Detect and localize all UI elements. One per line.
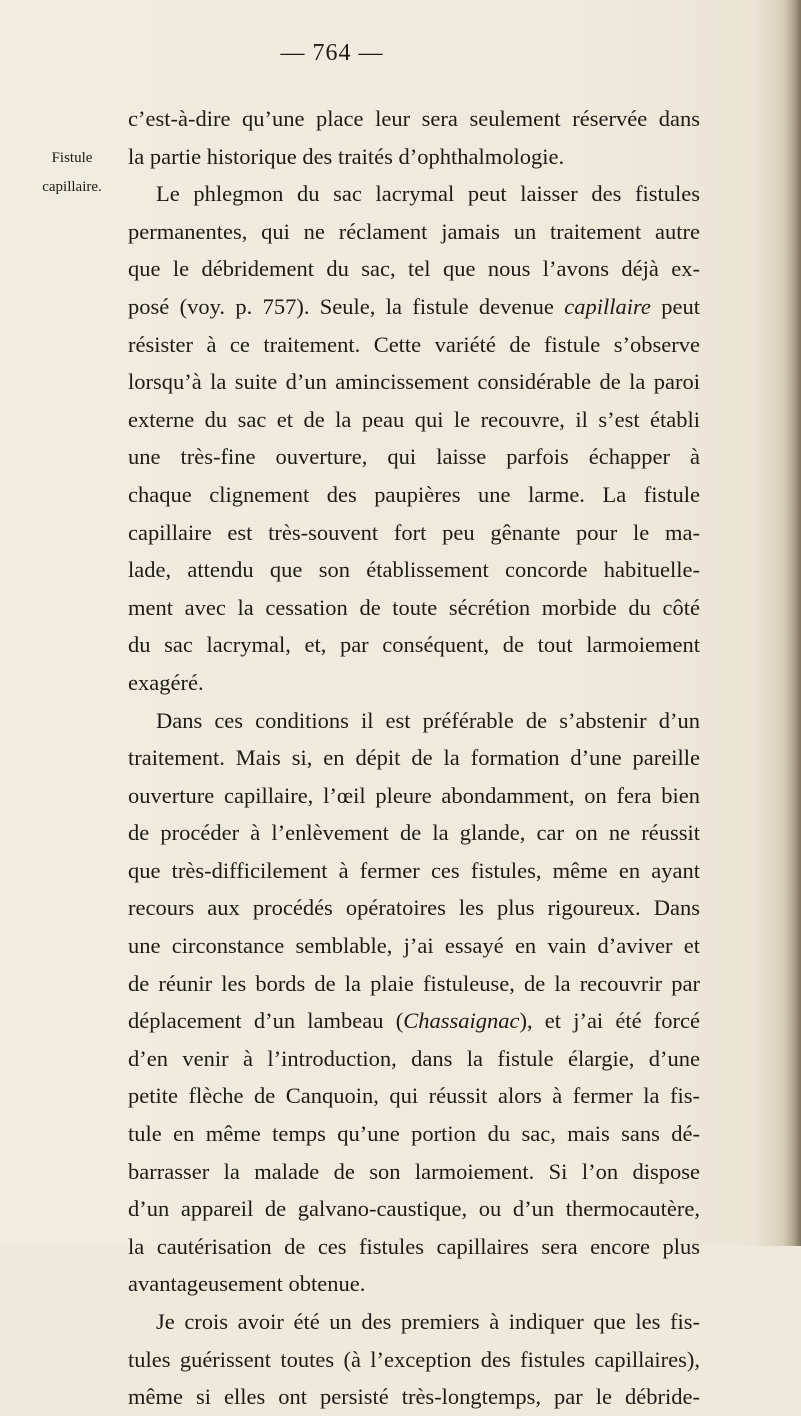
text-line: tules guérissent toutes (à l’exception des fistules capillaires),: [128, 1346, 700, 1372]
text-line: Le phlegmon du sac lacrymal peut laisser des fistules: [156, 181, 700, 207]
margin-note-line-2: capillaire.: [42, 179, 102, 195]
text-line: ment avec la cessation de toute sécrétion morbide du côté: [128, 594, 700, 620]
text-line: une circonstance semblable, j’ai essayé en vain d’aviver et: [128, 933, 700, 959]
text-line: même si elles ont persisté très-longtemps, par le débride-: [128, 1384, 700, 1410]
text-line: du sac lacrymal, et, par conséquent, de tout larmoiement: [128, 632, 700, 658]
italic-term: capillaire: [564, 293, 651, 319]
text-line: petite flèche de Canquoin, qui réussit alors à fermer la fis-: [128, 1083, 700, 1109]
text-line: ouverture capillaire, l’œil pleure abondamment, on fera bien: [128, 782, 700, 808]
text-line: que très-difficilement à fermer ces fistules, même en ayant: [128, 857, 700, 883]
text-run: peut: [650, 293, 700, 319]
text-run: ), et j’ai été forcé: [519, 1008, 700, 1034]
text-line: externe du sac et de la peau qui le recouvre, il s’est établi: [128, 406, 700, 432]
page-edge-shadow: [783, 0, 801, 1246]
margin-note-line-1: Fistule: [51, 150, 93, 166]
text-line: de réunir les bords de la plaie fistuleuse, de la recouvrir par: [128, 970, 700, 996]
text-run: posé (voy. p. 757). Seule, la fistule devenue: [128, 293, 565, 319]
text-line: avantageusement obtenue.: [128, 1271, 366, 1297]
text-line: permanentes, qui ne réclament jamais un traitement autre: [128, 218, 700, 244]
text-line: une très-fine ouverture, qui laisse parfois échapper à: [128, 444, 700, 470]
text-line: recours aux procédés opératoires les plus rigoureux. Dans: [128, 895, 700, 921]
text-line: Dans ces conditions il est préférable de s’abstenir d’un: [156, 707, 700, 733]
text-line: la cautérisation de ces fistules capillaires sera encore plus: [128, 1233, 700, 1259]
text-line: lorsqu’à la suite d’un amincissement considérable de la paroi: [128, 369, 700, 395]
text-line: capillaire est très-souvent fort peu gênante pour le ma-: [128, 519, 700, 545]
text-line: Je crois avoir été un des premiers à indiquer que les fis-: [156, 1309, 700, 1334]
text-line: barrasser la malade de son larmoiement. Si l’on dispose: [128, 1158, 700, 1184]
margin-note: [32, 144, 112, 202]
text-line: [128, 288, 700, 326]
text-line: tule en même temps qu’une portion du sac, mais sans dé-: [128, 1121, 700, 1147]
page-number: — 764 —: [280, 40, 384, 66]
text-line: résister à ce traitement. Cette variété de fistule s’observe: [128, 331, 700, 357]
italic-name: Chassaignac: [403, 1008, 520, 1034]
text-line: de procéder à l’enlèvement de la glande, car on ne réussit: [128, 820, 700, 846]
text-line: la partie historique des traités d’ophthalmologie.: [128, 143, 565, 169]
text-line: d’un appareil de galvano-caustique, ou d’un thermocautère,: [128, 1196, 700, 1222]
text-line: que le débridement du sac, tel que nous l’avons déjà ex-: [128, 256, 700, 282]
text-run: déplacement d’un lambeau (: [128, 1008, 404, 1034]
text-line: lade, attendu que son établissement concorde habituelle-: [128, 557, 700, 583]
text-line: traitement. Mais si, en dépit de la formation d’une pareille: [128, 745, 700, 771]
text-line: chaque clignement des paupières une larme. La fistule: [128, 481, 700, 507]
text-line: d’en venir à l’introduction, dans la fistule élargie, d’une: [128, 1045, 700, 1071]
text-line: [128, 1002, 700, 1040]
text-line: c’est-à-dire qu’une place leur sera seulement réservée dans: [128, 106, 700, 131]
text-line: exagéré.: [128, 669, 204, 695]
body-text: [128, 100, 700, 1416]
